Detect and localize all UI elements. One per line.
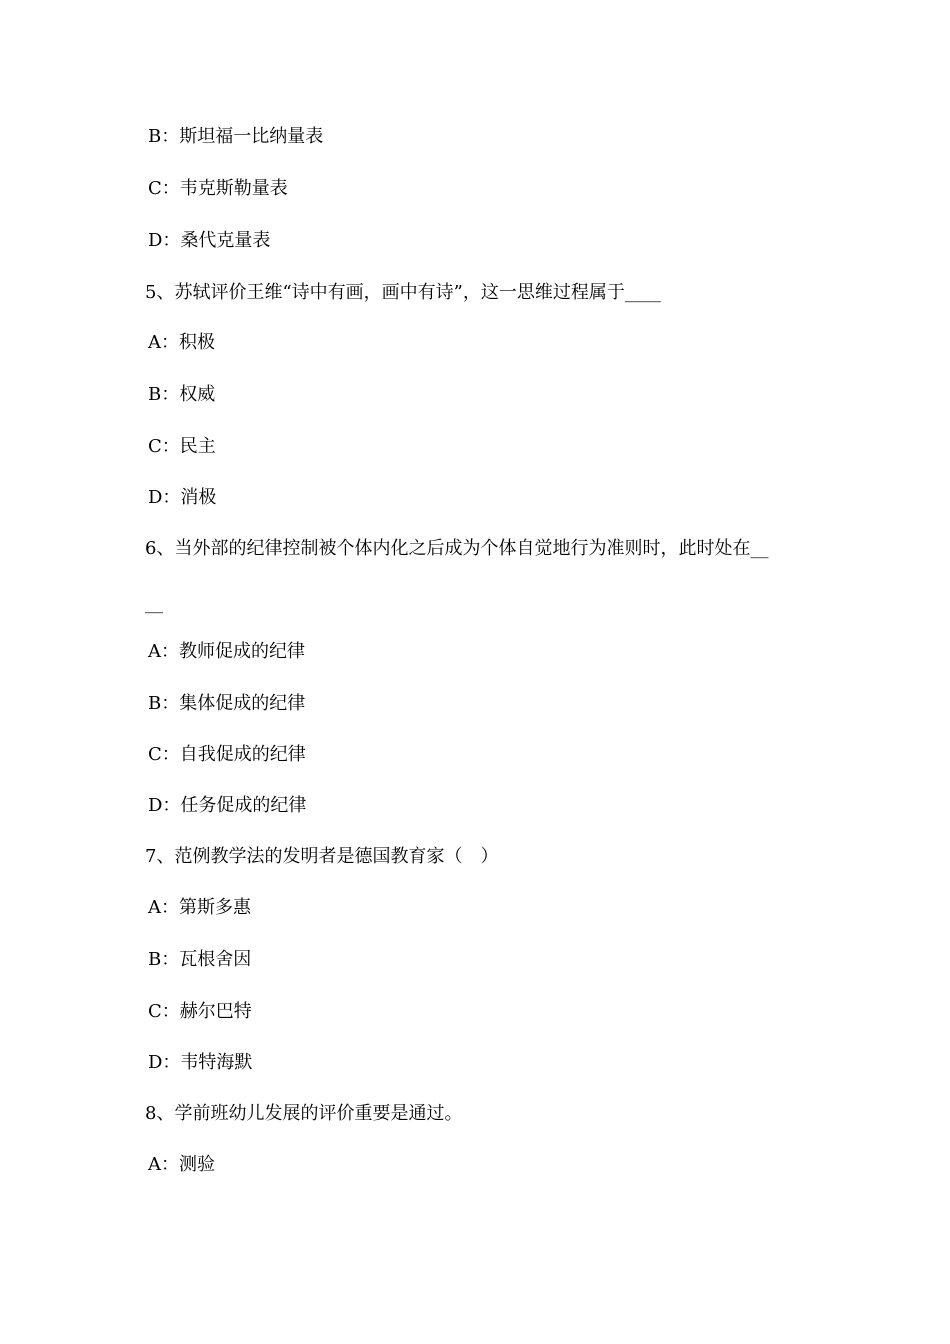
question-6: 6、当外部的纪律控制被个体内化之后成为个体自觉地行为准则时，此时处在__ [145,538,769,559]
option-5c: C：民主 [148,436,216,457]
option-5a: A：积极 [148,332,215,353]
option-7c: C：赫尔巴特 [148,1001,252,1022]
option-6a: A：教师促成的纪律 [148,641,305,662]
option-6b: B：集体促成的纪律 [148,693,306,714]
option-8a: A：测验 [148,1154,215,1175]
question-7: 7、范例教学法的发明者是德国教育家（ ） [145,846,499,867]
option-4c: C：韦克斯勒量表 [148,178,288,199]
option-6d: D：任务促成的纪律 [148,795,307,816]
option-4b: B：斯坦福一比纳量表 [148,126,324,147]
option-5b: B：权威 [148,384,216,405]
option-7d: D：韦特海默 [148,1052,253,1073]
option-4d: D：桑代克量表 [148,230,271,251]
question-6-continuation: __ [145,593,163,614]
question-5: 5、苏轼评价王维“诗中有画，画中有诗”，这一思维过程属于____ [145,282,661,303]
option-7b: B：瓦根舍因 [148,949,252,970]
question-8: 8、学前班幼儿发展的评价重要是通过。 [145,1103,463,1124]
option-5d: D：消极 [148,487,217,508]
option-7a: A：第斯多惠 [148,897,251,918]
option-6c: C：自我促成的纪律 [148,744,306,765]
